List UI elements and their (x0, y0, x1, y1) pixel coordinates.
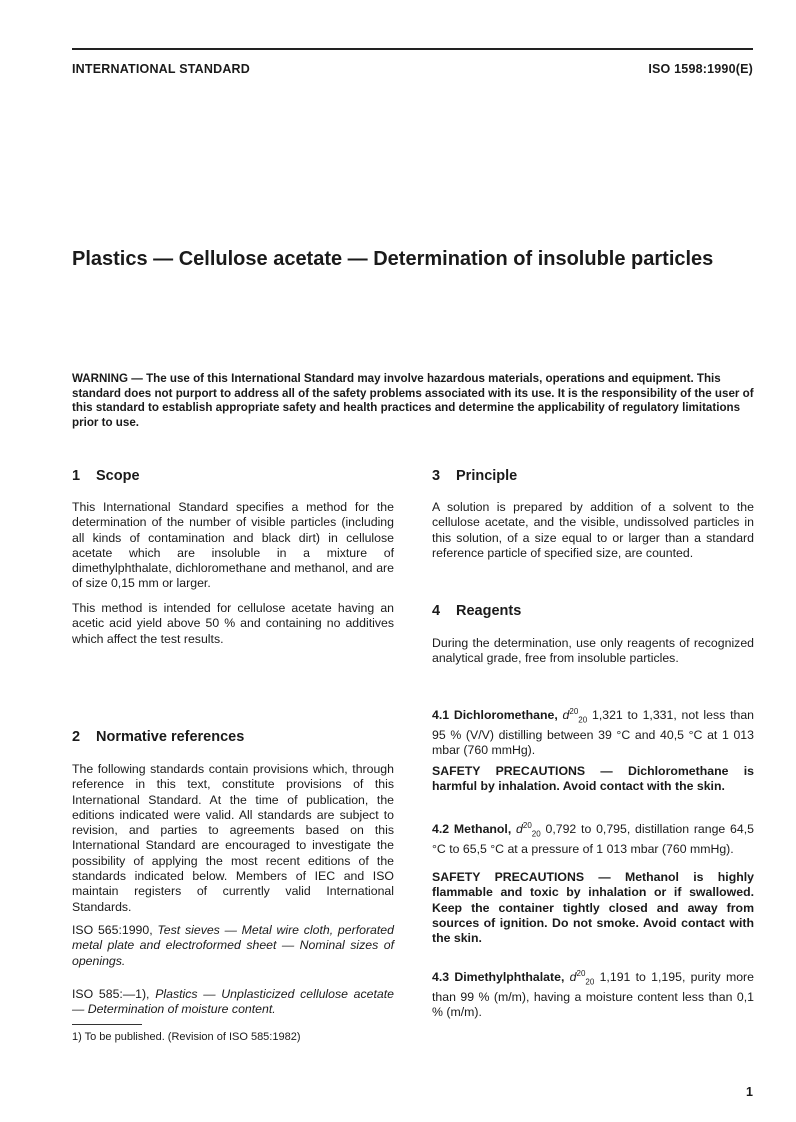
section-title: Principle (456, 468, 518, 484)
relative-density-symbol: $d^{20}_{20}$ (516, 821, 541, 839)
reagent-spec: 1,191 to 1,195, purity more than 99 % (m/m), having a moisture content less than 0,1 % (m/m). (432, 970, 754, 1020)
safety-precaution-dichloromethane: SAFETY PRECAUTIONS — Dichloromethane is harmful by inhalation. Avoid contact with the skin. (432, 764, 754, 794)
reagent-heading: 4.3 Dimethylphthalate, (432, 970, 565, 985)
header-document-number: ISO 1598:1990(E) (648, 62, 753, 76)
warning-notice: WARNING — The use of this International Standard may involve hazardous materials, operations and equipment. This standard does not purport to address all of the safety problems associated with its use. It is the responsibility of the user of this standard to establish appropriate safety and health practices and determine the applicability of regulatory limitations prior to use. (72, 372, 754, 429)
reagents-intro: During the determination, use only reagents of recognized analytical grade, free from insoluble particles. (432, 636, 754, 666)
footnote-rule (72, 1024, 142, 1025)
reagent-spec: 0,792 to 0,795, distillation range 64,5 °C to 65,5 °C at a pressure of 1 013 mbar (760 mmHg). (432, 822, 754, 856)
reference-code: ISO 585:—1), (72, 987, 150, 1001)
section-principle-heading (432, 468, 517, 484)
section-number: 1 (72, 468, 81, 484)
scope-paragraph-2: This method is intended for cellulose acetate having an acetic acid yield above 50 % and containing no additives which affect the test results. (72, 601, 394, 646)
section-scope-heading (72, 468, 140, 484)
principle-paragraph: A solution is prepared by addition of a solvent to the cellulose acetate, and the visible, undissolved particles in this solution, of a size equal to or larger than a standard reference particle of specified size, are counted. (432, 500, 754, 560)
reference-item-iso585 (72, 987, 394, 1018)
section-number: 2 (72, 729, 81, 745)
reference-item-iso565 (72, 923, 394, 969)
section-number: 4 (432, 603, 441, 619)
scope-paragraph-1: This International Standard specifies a method for the determination of the number of visible particles (including all kinds of contamination and black dirt) in cellulose acetate which are insoluble in a mixture of dimethylphthalate, dichloromethane and methanol, and are of size 0,15 mm or larger. (72, 500, 394, 591)
relative-density-symbol: $d^{20}_{20}$ (569, 969, 595, 987)
reagent-spec: 1,321 to 1,331, not less than 95 % (V/V) distilling between 39 °C and 40,5 °C at 1 013 mbar (760 mmHg). (432, 708, 755, 758)
section-title: Scope (96, 468, 140, 484)
reagent-dichloromethane (432, 704, 754, 758)
reference-code: ISO 565:1990, (72, 923, 153, 937)
relative-density-symbol: $d^{20}_{20}$ (562, 707, 588, 725)
document-title: Plastics — Cellulose acetate — Determination of insoluble particles (72, 248, 714, 270)
section-reagents-heading (432, 603, 521, 619)
section-number: 3 (432, 468, 441, 484)
section-title: Reagents (456, 603, 522, 619)
section-references-heading (72, 729, 244, 745)
reference-title: Test sieves — Metal wire cloth, perforated metal plate and electroformed sheet — Nominal sizes of openings. (72, 923, 394, 968)
reagent-heading: 4.2 Methanol, (432, 822, 512, 837)
footnote: 1) To be published. (Revision of ISO 585:1982) (72, 1031, 301, 1043)
header-rule (72, 48, 753, 50)
reagent-dimethylphthalate (432, 966, 754, 1020)
reference-title: Plastics — Unplasticized cellulose acetate — Determination of moisture content. (72, 987, 395, 1017)
page-number: 1 (746, 1085, 753, 1099)
reagent-methanol (432, 818, 754, 857)
reagent-heading: 4.1 Dichloromethane, (432, 708, 558, 723)
safety-precaution-methanol: SAFETY PRECAUTIONS — Methanol is highly flammable and toxic by inhalation or if swallowed. Keep the container tightly closed and away from sources of ignition. Do not smoke. Avoid contact with the skin. (432, 870, 754, 946)
header-standard-label: INTERNATIONAL STANDARD (72, 62, 251, 76)
references-paragraph: The following standards contain provisions which, through reference in this text, constitute provisions of this International Standard. At the time of publication, the editions indicated were valid. All standards are subject to revision, and parties to agreements based on this International Standard are encouraged to investigate the possibility of applying the most recent editions of the standards indicated below. Members of IEC and ISO maintain registers of currently valid International Standards. (72, 762, 394, 914)
section-title: Normative references (96, 729, 245, 745)
